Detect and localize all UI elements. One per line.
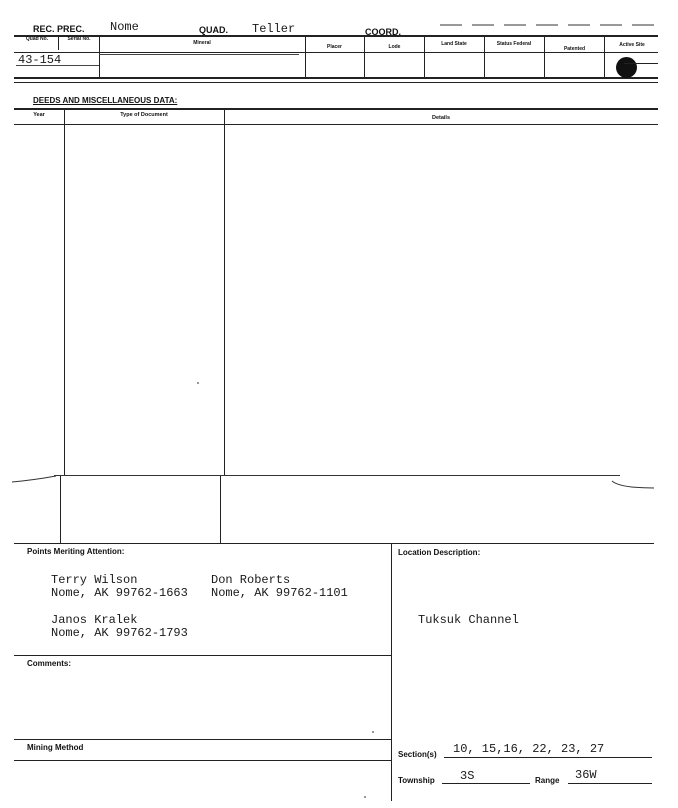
- top-table-border-top: [14, 35, 658, 37]
- quad-serial-divider: [58, 36, 59, 50]
- location-value[interactable]: Tuksuk Channel: [418, 613, 519, 627]
- contact-name[interactable]: Janos Kralek: [51, 613, 138, 627]
- township-underline: [442, 783, 530, 784]
- contact-address[interactable]: Nome, AK 99762-1663: [51, 586, 188, 600]
- col-header-patented: Patented: [563, 46, 586, 52]
- contact-name[interactable]: Don Roberts: [211, 573, 291, 587]
- quad-label: QUAD.: [199, 25, 228, 35]
- col-header-land-state: Land State: [441, 41, 467, 47]
- rec-prec-label: REC. PREC.: [33, 24, 85, 34]
- quad-serial-value[interactable]: 43-154: [18, 53, 62, 67]
- col-divider: [604, 36, 605, 77]
- section-label: Section(s): [398, 750, 437, 759]
- deeds-col-details: Details: [431, 115, 451, 121]
- coord-label: COORD.: [365, 27, 401, 37]
- paper-speck: [372, 731, 374, 733]
- active-site-rule: [624, 63, 658, 64]
- deeds-border-top: [14, 108, 658, 110]
- deeds-col-divider-lower: [60, 476, 61, 543]
- range-value[interactable]: 36W: [575, 768, 597, 782]
- col-header-lode: Lode: [388, 44, 401, 50]
- contact-address[interactable]: Nome, AK 99762-1793: [51, 626, 188, 640]
- overlay-curl-left: [10, 470, 60, 486]
- deeds-header-rule: [14, 124, 658, 125]
- lower-grid-top-rule: [14, 543, 654, 544]
- paper-speck: [197, 382, 199, 384]
- deeds-col-year: Year: [33, 112, 45, 118]
- deeds-title: DEEDS AND MISCELLANEOUS DATA:: [33, 96, 178, 105]
- overlay-curl-right: [610, 478, 658, 494]
- mining-method-top-rule: [14, 739, 391, 740]
- deeds-col-type: Type of Document: [120, 112, 168, 118]
- deeds-col-divider-lower: [220, 476, 221, 543]
- quad-value[interactable]: Teller: [252, 22, 296, 36]
- range-underline: [568, 783, 652, 784]
- range-label: Range: [535, 776, 560, 785]
- top-table-border-bottom: [14, 77, 658, 79]
- col-header-status-federal: Status Federal: [496, 41, 532, 47]
- top-table-header-rule: [14, 52, 658, 53]
- lower-grid-center-divider: [391, 543, 392, 801]
- deeds-col-divider: [224, 109, 225, 476]
- mineral-underline: [99, 54, 299, 55]
- section-underline: [444, 757, 652, 758]
- top-table-double-rule: [14, 82, 658, 83]
- quad-serial-underline: [16, 65, 99, 66]
- comments-label: Comments:: [27, 659, 72, 668]
- paper-speck: [364, 796, 366, 798]
- overlay-splice-line: [54, 475, 620, 476]
- comments-top-rule: [14, 655, 391, 656]
- points-label: Points Meriting Attention:: [27, 547, 125, 556]
- col-header-placer: Placer: [326, 44, 342, 50]
- col-divider: [484, 36, 485, 77]
- location-label: Location Description:: [398, 548, 481, 557]
- township-label: Township: [398, 776, 435, 785]
- contact-name[interactable]: Terry Wilson: [51, 573, 138, 587]
- col-header-active-site: Active Site: [619, 42, 645, 48]
- col-divider: [424, 36, 425, 77]
- coord-dashed-line: [440, 22, 660, 28]
- col-header-serial-no: Serial No.: [67, 36, 91, 42]
- col-divider: [305, 36, 306, 77]
- contact-address[interactable]: Nome, AK 99762-1101: [211, 586, 348, 600]
- section-value[interactable]: 10, 15,16, 22, 23, 27: [453, 742, 605, 756]
- col-header-mineral: Mineral: [193, 40, 211, 46]
- township-value[interactable]: 3S: [460, 769, 475, 783]
- col-header-quad-no: Quad No.: [25, 36, 49, 42]
- mining-method-bottom-rule: [14, 760, 391, 761]
- mining-method-label: Mining Method: [27, 743, 84, 752]
- rec-prec-value[interactable]: Nome: [110, 20, 139, 34]
- col-divider: [544, 36, 545, 77]
- active-site-filled-dot: [616, 57, 637, 78]
- col-divider: [364, 36, 365, 77]
- deeds-col-divider: [64, 109, 65, 476]
